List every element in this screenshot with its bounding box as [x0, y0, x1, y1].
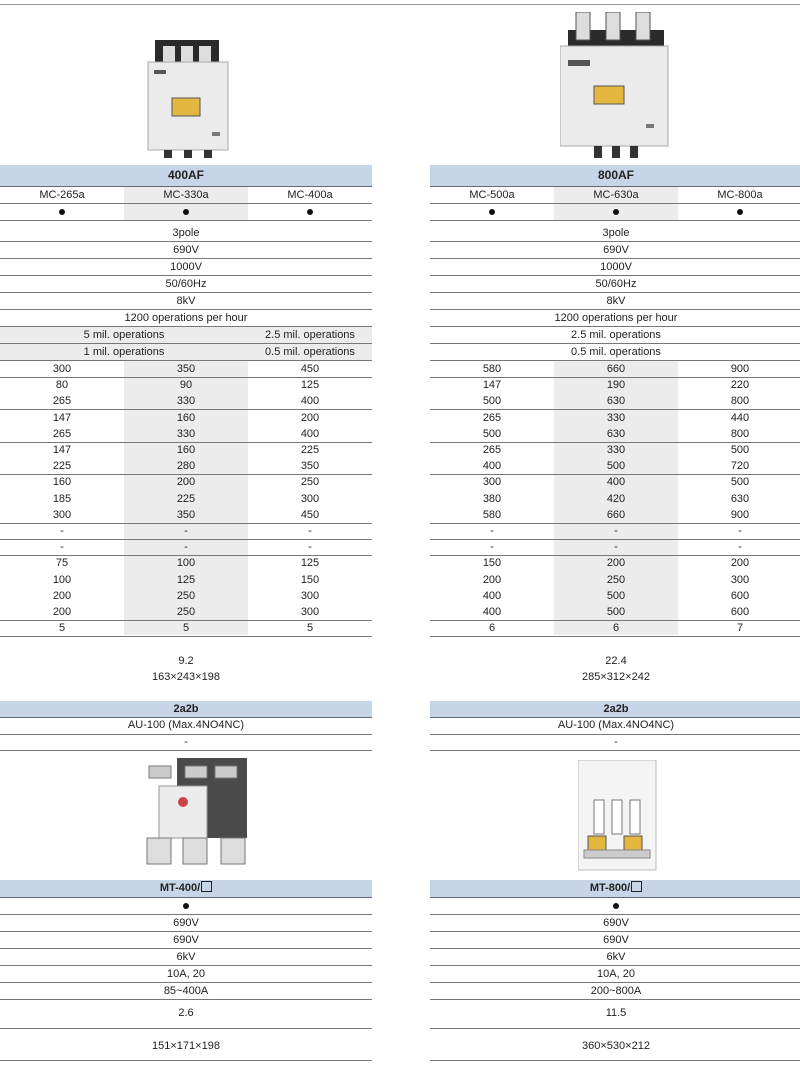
rating-value: 6 [488, 622, 496, 635]
rated-voltage: 690V [603, 244, 629, 256]
rating-value: 400 [482, 606, 502, 618]
rating-row [0, 458, 372, 475]
relay-trip-class: 10A, 20 [167, 968, 205, 980]
rating-value: 147 [482, 379, 502, 392]
rating-row [0, 620, 372, 637]
rating-value: 500 [606, 460, 626, 473]
rating-value: 5 [306, 622, 314, 635]
mechanical-life: 5 mil. operations [83, 329, 165, 341]
rating-value: 160 [176, 444, 196, 456]
rating-value: 150 [482, 557, 502, 570]
rating-row [430, 620, 800, 637]
rating-value: - [490, 541, 494, 554]
rating-value: 630 [730, 492, 750, 505]
rating-value: 350 [176, 508, 196, 521]
model-row [0, 187, 372, 204]
rating-row [0, 377, 372, 393]
checkbox-icon [201, 881, 212, 892]
rating-value: 300 [300, 606, 320, 618]
rating-value: 300 [52, 363, 72, 375]
rating-value: 300 [730, 573, 750, 586]
bullet-icon [183, 209, 189, 215]
rating-value: 147 [52, 411, 72, 424]
overload-relay-800-photo [578, 760, 658, 872]
rating-value: 150 [300, 573, 320, 586]
rating-value: 225 [176, 492, 196, 505]
relay-model: MT-800/ [589, 882, 631, 894]
rating-row [430, 410, 800, 426]
rating-value: 147 [52, 444, 72, 456]
rating-row [0, 474, 372, 490]
rating-value: 450 [300, 508, 320, 521]
rating-value: 200 [606, 557, 626, 570]
rating-value: 200 [482, 573, 502, 586]
aux-contact-header: 2a2b [430, 701, 800, 718]
top-rule [0, 4, 800, 5]
rating-value: - [184, 541, 188, 554]
rating-value: 330 [606, 411, 626, 424]
rating-value: 600 [730, 606, 750, 618]
rating-value: 800 [730, 427, 750, 440]
rating-value: 400 [300, 427, 320, 440]
rating-row [0, 442, 372, 458]
availability-row [430, 204, 800, 221]
rating-value: 7 [736, 622, 744, 635]
rating-value: 580 [482, 363, 502, 375]
model-name: MC-800a [717, 189, 763, 201]
rating-row [430, 523, 800, 540]
weight: 9.2 [178, 655, 194, 667]
rating-value: 90 [179, 379, 193, 392]
rating-value: 800 [730, 395, 750, 408]
rating-value: - [738, 541, 742, 554]
relay-trip-class: 10A, 20 [597, 968, 635, 980]
rating-value: - [490, 525, 494, 537]
rating-value: 500 [730, 444, 750, 456]
rating-value: 200 [176, 476, 196, 489]
model-name: MC-500a [469, 189, 515, 201]
rating-value: 160 [52, 476, 72, 489]
relay-model-header [0, 880, 372, 898]
rating-value: 80 [55, 379, 69, 392]
rated-voltage: 690V [173, 244, 199, 256]
rating-value: - [308, 525, 312, 537]
rating-value: 160 [176, 411, 196, 424]
frequency: 50/60Hz [165, 278, 207, 290]
rating-row [0, 588, 372, 604]
rating-value: 350 [176, 363, 196, 375]
model-name: MC-330a [163, 189, 209, 201]
aux-contact-header: 2a2b [0, 701, 372, 718]
rating-row [430, 555, 800, 571]
frame-header: 800AF [430, 165, 800, 187]
relay-model-header [430, 880, 800, 898]
rating-row [0, 426, 372, 443]
rating-row [0, 507, 372, 524]
relay-range: 200~800A [590, 985, 642, 997]
electrical-life: 1 mil. operations [83, 346, 165, 358]
relay-weight: 2.6 [178, 1007, 194, 1019]
relay-dimensions: 151×171×198 [152, 1040, 220, 1052]
rating-value: - [738, 525, 742, 537]
rating-value: 350 [300, 460, 320, 473]
bullet-icon [59, 209, 65, 215]
bullet-icon [307, 209, 313, 215]
rating-value: 500 [606, 606, 626, 618]
rating-value: - [308, 541, 312, 554]
rating-row [430, 474, 800, 490]
rating-value: - [184, 525, 188, 537]
rating-value: 250 [176, 606, 196, 618]
relay-rated-voltage: 690V [603, 917, 629, 929]
rating-value: 250 [606, 573, 626, 586]
rating-value: 660 [606, 363, 626, 375]
relay-impulse-voltage: 6kV [606, 951, 626, 963]
weight: 22.4 [605, 655, 627, 667]
rating-value: 300 [300, 589, 320, 602]
operating-frequency: 1200 operations per hour [554, 312, 678, 324]
relay-dimensions: 360×530×212 [582, 1040, 650, 1052]
rating-row [0, 361, 372, 378]
relay-model: MT-400/ [159, 882, 201, 894]
rating-value: 300 [300, 492, 320, 505]
rating-value: 250 [300, 476, 320, 489]
model-name: MC-630a [593, 189, 639, 201]
rating-value: 400 [606, 476, 626, 489]
impulse-voltage: 8kV [176, 295, 196, 307]
rating-row [0, 572, 372, 588]
rating-value: 225 [300, 444, 320, 456]
rating-value: 400 [482, 589, 502, 602]
impulse-voltage: 8kV [606, 295, 626, 307]
rating-value: 500 [606, 589, 626, 602]
rating-value: 75 [55, 557, 69, 570]
rating-value: 220 [730, 379, 750, 392]
contactor-400af-photo [140, 40, 235, 160]
relay-insulation-voltage: 690V [173, 934, 199, 946]
electrical-life-800: 0.5 mil. operations [265, 346, 355, 358]
frequency: 50/60Hz [595, 278, 637, 290]
rating-value: 100 [176, 557, 196, 570]
poles: 3pole [172, 227, 200, 239]
rating-value: 125 [176, 573, 196, 586]
rating-row [430, 604, 800, 621]
rating-value: 265 [482, 411, 502, 424]
checkbox-icon [631, 881, 642, 892]
rating-value: 420 [606, 492, 626, 505]
rating-row [430, 442, 800, 458]
model-name: MC-265a [39, 189, 85, 201]
mechanical-life: 2.5 mil. operations [571, 329, 661, 341]
rating-value: - [60, 525, 64, 537]
rating-value: 5 [58, 622, 66, 635]
rating-value: 330 [606, 444, 626, 456]
rating-row [430, 572, 800, 588]
rating-value: 900 [730, 508, 750, 521]
rating-value: 500 [730, 476, 750, 489]
rating-value: 280 [176, 460, 196, 473]
rating-value: 5 [182, 622, 190, 635]
dimensions: 285×312×242 [582, 671, 650, 683]
overload-relay-400-photo [137, 758, 257, 870]
rating-value: 440 [730, 411, 750, 424]
rating-value: 450 [300, 363, 320, 375]
rating-value: 300 [482, 476, 502, 489]
rating-value: 125 [300, 557, 320, 570]
rating-row [430, 426, 800, 443]
rating-row [430, 458, 800, 475]
bullet-icon [489, 209, 495, 215]
rating-value: 380 [482, 492, 502, 505]
rating-row [430, 491, 800, 507]
rating-value: 185 [52, 492, 72, 505]
rating-value: 500 [482, 427, 502, 440]
rating-value: 190 [606, 379, 626, 392]
rating-value: - [614, 541, 618, 554]
rating-value: 265 [52, 427, 72, 440]
electrical-life: 0.5 mil. operations [571, 346, 661, 358]
poles: 3pole [602, 227, 630, 239]
model-row [430, 187, 800, 204]
bullet-icon [737, 209, 743, 215]
rating-value: 580 [482, 508, 502, 521]
rating-value: 265 [482, 444, 502, 456]
rating-value: 6 [612, 622, 620, 635]
contactor-800af-photo [560, 12, 672, 160]
rating-row [430, 377, 800, 393]
rating-value: 265 [52, 395, 72, 408]
operating-frequency: 1200 operations per hour [124, 312, 248, 324]
rating-value: 630 [606, 427, 626, 440]
relay-range: 85~400A [163, 985, 209, 997]
relay-insulation-voltage: 690V [603, 934, 629, 946]
rating-value: 660 [606, 508, 626, 521]
rating-row [430, 539, 800, 556]
model-name: MC-400a [287, 189, 333, 201]
rating-value: 200 [300, 411, 320, 424]
rating-row [430, 588, 800, 604]
rating-row [430, 361, 800, 378]
rating-value: 630 [606, 395, 626, 408]
rating-row [0, 555, 372, 571]
rating-value: 125 [300, 379, 320, 392]
relay-impulse-voltage: 6kV [176, 951, 196, 963]
rating-row [0, 410, 372, 426]
bullet-icon [183, 903, 189, 909]
aux-unit: AU-100 (Max.4NO4NC) [127, 719, 245, 731]
rating-value: 100 [52, 573, 72, 586]
rating-row [0, 523, 372, 540]
insulation-voltage: 1000V [170, 261, 202, 273]
rating-value: - [614, 525, 618, 537]
bullet-icon [613, 903, 619, 909]
aux-dash: - [184, 736, 188, 748]
rating-row [0, 393, 372, 410]
rating-value: 200 [52, 606, 72, 618]
rating-value: 400 [482, 460, 502, 473]
rating-row [430, 507, 800, 524]
rating-value: 250 [176, 589, 196, 602]
rating-value: 330 [176, 427, 196, 440]
rating-value: 600 [730, 589, 750, 602]
rating-value: 500 [482, 395, 502, 408]
relay-weight: 11.5 [605, 1007, 627, 1019]
rating-value: 720 [730, 460, 750, 473]
rating-value: 400 [300, 395, 320, 408]
rating-row [430, 393, 800, 410]
relay-rated-voltage: 690V [173, 917, 199, 929]
rating-value: 200 [730, 557, 750, 570]
rating-value: 330 [176, 395, 196, 408]
rating-value: - [60, 541, 64, 554]
rating-row [0, 604, 372, 621]
frame-header: 400AF [0, 165, 372, 187]
aux-dash: - [614, 736, 618, 748]
mechanical-life-800: 2.5 mil. operations [265, 329, 355, 341]
bullet-icon [613, 209, 619, 215]
aux-unit: AU-100 (Max.4NO4NC) [557, 719, 675, 731]
insulation-voltage: 1000V [600, 261, 632, 273]
rating-value: 300 [52, 508, 72, 521]
rating-row [0, 539, 372, 556]
availability-row [0, 204, 372, 221]
rating-row [0, 491, 372, 507]
rating-value: 225 [52, 460, 72, 473]
dimensions: 163×243×198 [152, 671, 220, 683]
rating-value: 200 [52, 589, 72, 602]
rating-value: 900 [730, 363, 750, 375]
